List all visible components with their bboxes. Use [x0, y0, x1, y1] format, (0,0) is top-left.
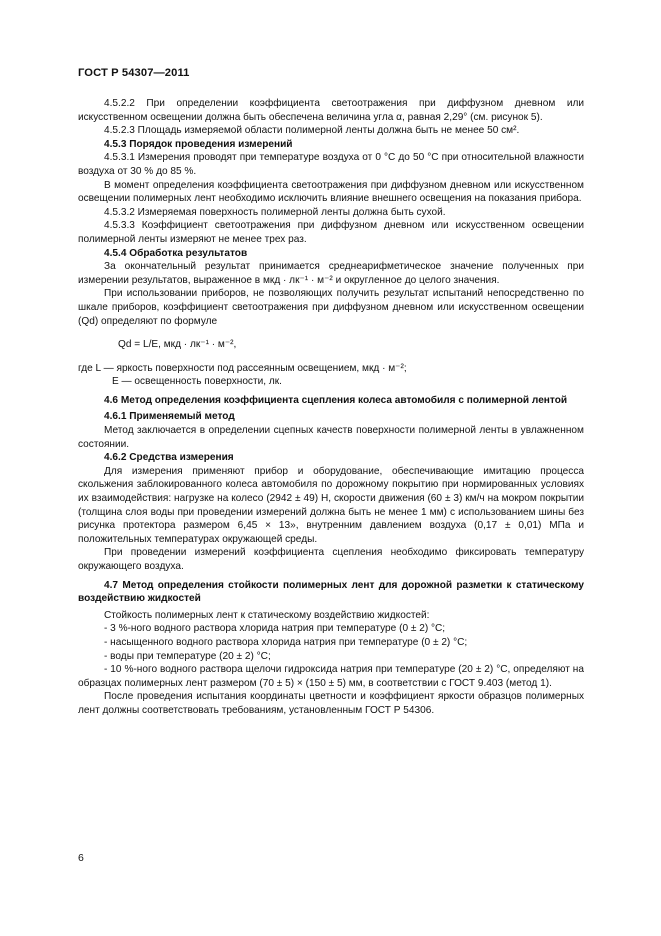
paragraph-4-5-4-b: При использовании приборов, не позволяющих получить результат испытаний непосредственно по шкале приборов, коэффициент светоотражения при диффузном дневном или искусственном освещении (Qd) определяют по формуле — [78, 288, 584, 327]
paragraph-4-7-b: После проведения испытания координаты цветности и коэффициент яркости образцов полимерных лент должны соответствовать требованиям, установленным ГОСТ Р 54306. — [78, 691, 584, 716]
document-header: ГОСТ Р 54307—2011 — [78, 67, 190, 79]
page-number: 6 — [78, 852, 84, 864]
paragraph-4-5-4-a: За окончательный результат принимается среднеарифметическое значение полученных при измерении результатов, выраженное в мкд · лк⁻¹ · м⁻² и округленное до целого значения. — [78, 261, 584, 286]
list-item: - 3 %-ного водного раствора хлорида натрия при температуре (0 ± 2) °С; — [104, 623, 446, 635]
paragraph-4-5-3-3: 4.5.3.3 Коэффициент светоотражения при диффузном дневном или искусственном освещении полимерной ленты измеряют не менее трех раз. — [78, 220, 584, 245]
paragraph-4-5-3-1-b: В момент определения коэффициента светоотражения при диффузном дневном или искусственном освещении полимерных лент необходимо исключить влияние внешнего освещения на показания прибора. — [78, 179, 584, 205]
heading-4-5-4: 4.5.4 Обработка результатов — [104, 247, 248, 259]
heading-4-7: 4.7 Метод определения стойкости полимерных лент для дорожной разметки к статическому воздействию жидкостей — [78, 579, 584, 605]
formula: Qd = L/E, мкд · лк⁻¹ · м⁻², — [118, 339, 237, 351]
heading-4-6-1: 4.6.1 Применяемый метод — [104, 411, 235, 423]
paragraph-4-6-2-a: Для измерения применяют прибор и оборудование, обеспечивающие имитацию процесса скольжения заблокированного колеса автомобиля по дорожному покрытию при нормированных условиях их взаимодействия: нагрузке на колесо (2942 ± 49) Н, скорости движения (60 ± 3) км/ч на мокром покрытии (толщина слоя воды при проведении измерений должна быть не менее 1 мм) с использованием шины без рисунка протектора размером 6,45 × 13», внутренним давлением воздуха (0,17 ± 0,01) МПа и положительных температурах окружающей среды. — [78, 465, 584, 545]
paragraph-4-5-2-3: 4.5.2.3 Площадь измеряемой области полимерной ленты должна быть не менее 50 см². — [104, 125, 520, 137]
list-item: - воды при температуре (20 ± 2) °С; — [104, 650, 271, 662]
formula-where-e: E — освещенность поверхности, лк. — [112, 376, 282, 388]
heading-4-5-3: 4.5.3 Порядок проведения измерений — [104, 138, 293, 150]
heading-4-6-2: 4.6.2 Средства измерения — [104, 452, 234, 464]
list-item: - 10 %-ного водного раствора щелочи гидроксида натрия при температуре (20 ± 2) °С, определяют на образцах полимерных лент размером (70 ± 5) × (150 ± 5) мм, в соответствии с ГОСТ 9.403 (метод 1). — [78, 664, 584, 689]
document-body — [78, 97, 584, 718]
formula-where-l: где L — яркость поверхности под рассеянным освещением, мкд · м⁻²; — [78, 362, 407, 374]
heading-4-6: 4.6 Метод определения коэффициента сцепления колеса автомобиля с полимерной лентой — [104, 394, 568, 406]
paragraph-4-6-1: Метод заключается в определении сцепных качеств поверхности полимерной ленты в увлажненном состоянии. — [78, 425, 584, 450]
paragraph-4-7-a: Стойкость полимерных лент к статическому воздействию жидкостей: — [104, 609, 430, 621]
paragraph-4-5-3-1: 4.5.3.1 Измерения проводят при температуре воздуха от 0 °С до 50 °С при относительной влажности воздуха от 30 % до 85 %. — [78, 152, 584, 177]
list-item: - насыщенного водного раствора хлорида натрия при температуре (0 ± 2) °С; — [104, 636, 468, 648]
paragraph-4-5-2-2: 4.5.2.2 При определении коэффициента светоотражения при диффузном дневном или искусственном освещении должна быть обеспечена величина угла α, равная 2,29° (см. рисунок 5). — [78, 98, 584, 123]
paragraph-4-6-2-b: При проведении измерений коэффициента сцепления необходимо фиксировать температуру окружающего воздуха. — [78, 547, 584, 572]
paragraph-4-5-3-2: 4.5.3.2 Измеряемая поверхность полимерной ленты должна быть сухой. — [104, 206, 446, 218]
